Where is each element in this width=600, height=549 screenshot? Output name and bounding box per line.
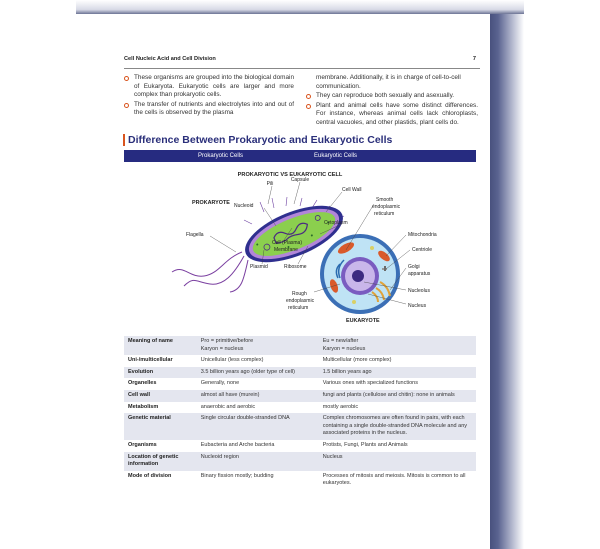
table-row (124, 452, 476, 471)
eukaryote-cell-shape (320, 234, 400, 314)
label-ribosome: Ribosome (284, 264, 307, 270)
row-label: Cell wall (128, 391, 151, 398)
eukaryote-heading: EUKARYOTE (346, 318, 380, 324)
cell-text: Karyon = nucleus (322, 345, 366, 352)
bullet-item: Plant and animal cells have some distinct differences. For instance, whereas animal cells lack chloroplasts, central vacuoles, and other plastids, plant cells do. (306, 102, 478, 128)
comparison-table (124, 336, 476, 490)
bullet-item: The transfer of nutrients and electrolytes into and out of the cells is observed by the plasma (124, 101, 294, 118)
prokaryotic-cell (197, 355, 319, 367)
row-label: Meaning of name (128, 338, 173, 344)
cell-text: Multicellular (more complex) (322, 357, 392, 364)
row-label: Organelles (128, 380, 157, 387)
label-flagella: Flagella (186, 232, 204, 238)
label-rough-er: endoplasmic (286, 298, 315, 304)
eukaryotic-cell (319, 355, 476, 367)
page-number: 7 (472, 56, 476, 62)
label-nucleoid: Nucleoid (234, 203, 254, 209)
label-cell-wall: Cell Wall (342, 187, 362, 193)
eukaryotic-cell (319, 336, 476, 355)
prokaryotic-cell (197, 390, 319, 402)
table-row (124, 367, 476, 379)
bullet-item: These organisms are grouped into the biological domain of Eukaryota. Eukaryotic cells are larger and more complex than prokaryotic cells. (124, 74, 294, 100)
table-row (124, 440, 476, 452)
cell-text: Single circular double-stranded DNA (200, 415, 290, 422)
cell-text: fungi and plants (cellulose and chitin): none in animals (322, 391, 455, 398)
label-pili: Pili (266, 181, 274, 187)
prokaryote-heading: PROKARYOTE (192, 200, 230, 206)
table-header (124, 150, 476, 162)
label-smooth-er: reticulum (374, 211, 395, 217)
header-prokaryotic: Prokaryotic Cells (198, 153, 244, 159)
label-golgi: Golgi (408, 264, 420, 270)
row-label: Evolution (128, 368, 154, 375)
prokaryotic-cell (197, 440, 319, 452)
eukaryotic-cell (319, 390, 476, 402)
row-label: Genetic material (128, 415, 171, 422)
cell-text: Eu = new/after (322, 338, 359, 344)
cell-text: Processes of mitosis and meiosis. Mitosis is common to all eukaryotes. (322, 472, 466, 487)
cell-diagram (124, 164, 476, 336)
bullet-item: They can reproduce both sexually and asexually. (306, 92, 478, 101)
table-row (124, 390, 476, 402)
cell-text: Pro = primitive/before (200, 338, 254, 344)
cell-text: Protists, Fungi, Plants and Animals (322, 441, 408, 448)
table-row (124, 402, 476, 414)
label-mitochondria: Mitochondria (408, 232, 437, 238)
prokaryotic-cell (197, 378, 319, 390)
cell-text: 3.5 billion years ago (older type of cell) (200, 368, 295, 375)
cell-text: Nucleoid region (200, 453, 239, 460)
document-page (76, 14, 490, 549)
cell-text: almost all have (murein) (200, 391, 260, 398)
cell-text: 1.5 billion years ago (322, 368, 372, 375)
row-label: Mode of division (128, 472, 172, 479)
flagella-shape (172, 252, 248, 292)
running-title: Cell Nucleic Acid and Cell Division (124, 56, 216, 62)
row-label: Uni-/multicellular (128, 357, 173, 364)
prokaryotic-cell (197, 452, 319, 471)
cell-text: Binary fission mostly; budding (200, 472, 274, 479)
row-label: Metabolism (128, 403, 159, 410)
table-row (124, 471, 476, 490)
eukaryotic-cell (319, 402, 476, 414)
right-column (306, 74, 478, 129)
cell-text: Various ones with specialized functions (322, 380, 418, 387)
prokaryotic-cell (197, 471, 319, 490)
left-column (124, 74, 294, 119)
running-header (124, 56, 480, 69)
eukaryotic-cell (319, 471, 476, 490)
label-cell-membrane: Membrane (274, 247, 298, 253)
label-nucleolus: Nucleolus (408, 288, 430, 294)
label-smooth-er: endoplasmic (372, 204, 401, 210)
label-cytoplasm: Cytoplasm (324, 220, 348, 226)
eukaryotic-cell (319, 378, 476, 390)
label-rough-er: reticulum (288, 305, 309, 311)
eukaryotic-cell (319, 367, 476, 379)
label-smooth-er: Smooth (376, 197, 394, 203)
label-rough-er: Rough (292, 291, 307, 297)
table-row (124, 336, 476, 355)
cell-text: Nucleus (322, 453, 343, 460)
diagram-title: PROKARYOTIC VS EUKARYOTIC CELL (237, 172, 343, 178)
cell-text: mostly aerobic (322, 403, 359, 410)
label-plasmid: Plasmid (250, 264, 268, 270)
continued-text: membrane. Additionally, it is in charge of cell-to-cell communication. (316, 74, 461, 90)
cell-text: Generally, none (200, 380, 240, 387)
table-row (124, 413, 476, 440)
label-nucleus: Nucleus (408, 303, 427, 309)
label-cell-membrane: Cell (Plasma) (272, 240, 303, 246)
cell-text: Eubacteria and Arche bacteria (200, 441, 275, 448)
section-title: Difference Between Prokaryotic and Eukaryotic Cells (123, 134, 392, 146)
page-edge-shadow (484, 14, 524, 549)
prokaryotic-cell (197, 402, 319, 414)
cell-text: Karyon = nucleus (200, 345, 244, 352)
cell-text: anaerobic and aerobic (200, 403, 256, 410)
eukaryotic-cell (319, 452, 476, 471)
prokaryotic-cell (197, 336, 319, 355)
label-capsule: Capsule (290, 177, 310, 183)
prokaryotic-cell (197, 413, 319, 440)
table-row (124, 355, 476, 367)
row-label: Organisms (128, 441, 157, 448)
eukaryotic-cell (319, 440, 476, 452)
cell-text: Complex chromosomes are often found in pairs, with each containing a single double-stranded DNA molecule and any associated proteins in the nucleus. (322, 415, 468, 437)
eukaryotic-cell (319, 413, 476, 440)
prokaryotic-cell (197, 367, 319, 379)
label-centriole: Centriole (412, 247, 433, 253)
header-eukaryotic: Eukaryotic Cells (314, 153, 358, 159)
table-row (124, 378, 476, 390)
cell-text: Unicellular (less complex) (200, 357, 264, 364)
row-label: Location of genetic information (128, 453, 179, 468)
label-golgi: apparatus (408, 271, 431, 277)
